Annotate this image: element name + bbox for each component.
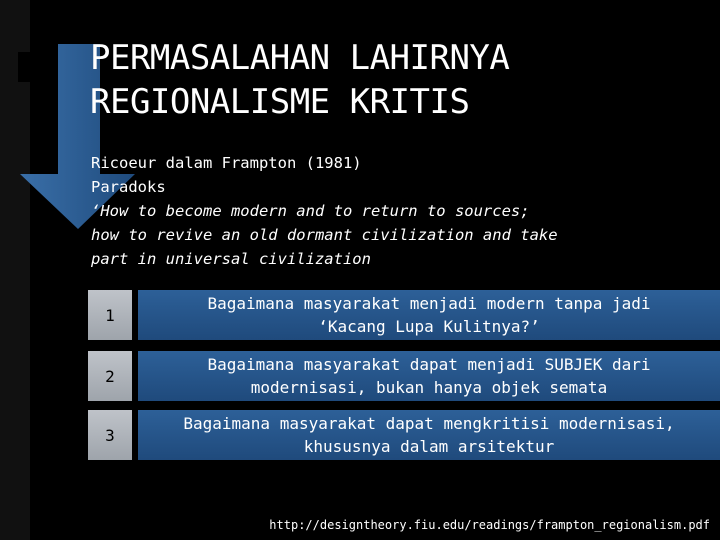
quote-line: how to revive an old dormant civilization and take: [91, 226, 558, 244]
body-text: [91, 151, 711, 271]
table-row: [88, 290, 720, 340]
title-line: REGIONALISME KRITIS: [90, 82, 470, 122]
title-line: PERMASALAHAN LAHIRNYA: [90, 38, 510, 78]
body-line: Ricoeur dalam Frampton (1981): [91, 154, 362, 172]
row-text-line: ‘Kacang Lupa Kulitnya?’: [318, 317, 540, 336]
row-text: [138, 351, 720, 401]
source-link[interactable]: http://designtheory.fiu.edu/readings/frampton_regionalism.pdf: [269, 518, 710, 532]
row-text-line: khususnya dalam arsitektur: [303, 437, 555, 456]
quote-line: ‘How to become modern and to return to sources;: [91, 202, 530, 220]
row-text-line: Bagaimana masyarakat dapat mengkritisi modernisasi,: [183, 414, 675, 433]
slide-title: [90, 36, 710, 124]
row-text-line: Bagaimana masyarakat menjadi modern tanpa jadi: [207, 294, 651, 313]
row-text-line: modernisasi, bukan hanya objek semata: [250, 378, 608, 397]
table-row: [88, 351, 720, 401]
row-text-line: Bagaimana masyarakat dapat menjadi SUBJEK dari: [207, 355, 651, 374]
quote-line: part in universal civilization: [91, 250, 371, 268]
row-text: [138, 410, 720, 460]
body-line: Paradoks: [91, 178, 166, 196]
row-number: 2: [88, 351, 132, 401]
table-row: [88, 410, 720, 460]
row-text: [138, 290, 720, 340]
row-number: 3: [88, 410, 132, 460]
row-number: 1: [88, 290, 132, 340]
